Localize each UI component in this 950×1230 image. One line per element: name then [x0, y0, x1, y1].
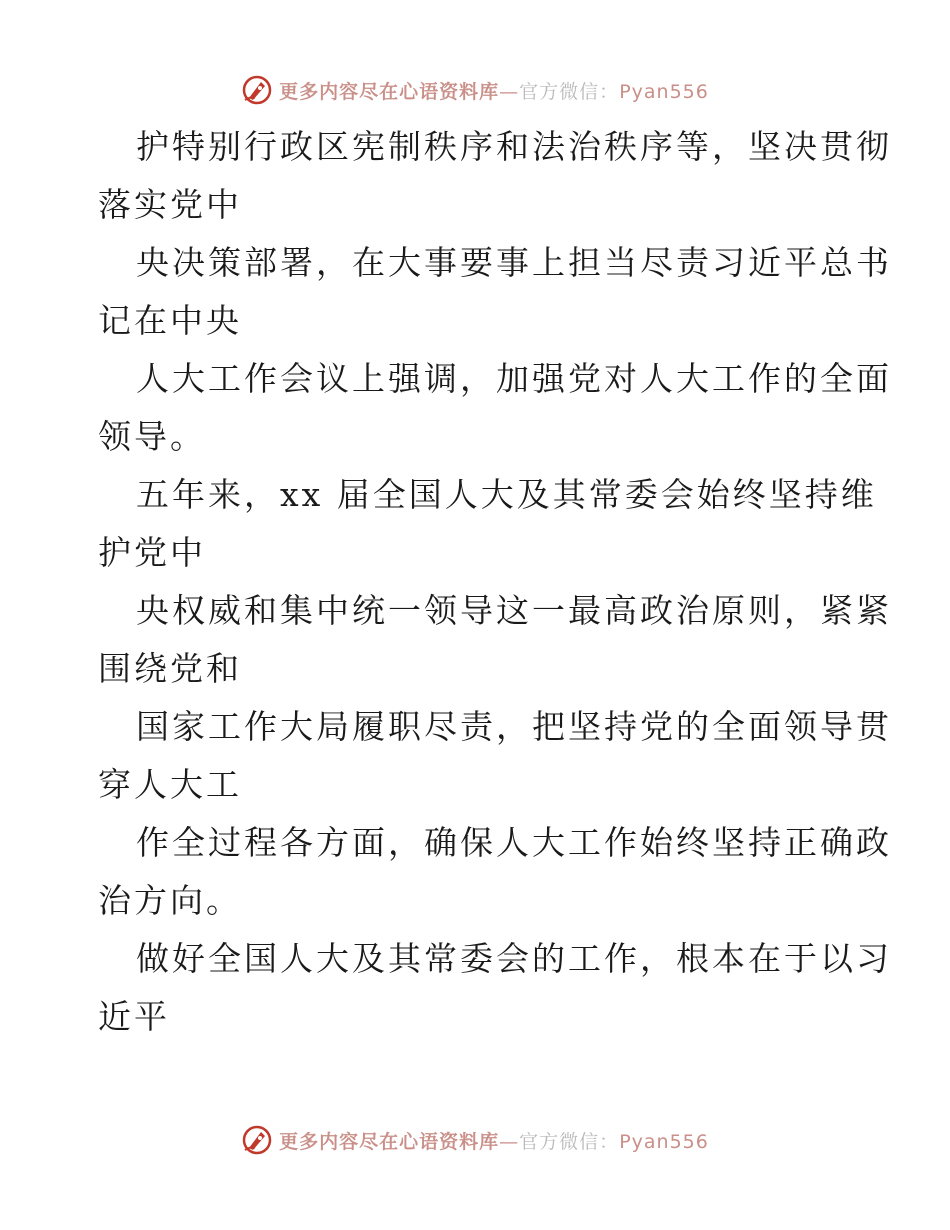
watermark-brand: 更多内容尽在心语资料库 — [279, 80, 500, 103]
footer-watermark — [0, 1120, 950, 1160]
body-line: 国家工作大局履职尽责，把坚持党的全面领导贯 — [136, 707, 892, 746]
body-line: 围绕党和 — [98, 649, 242, 688]
body-line: 领导。 — [98, 417, 206, 456]
body-line: 央权威和集中统一领导这一最高政治原则，紧紧 — [136, 591, 892, 630]
body-line: 作全过程各方面，确保人大工作始终坚持正确政 — [136, 823, 892, 862]
document-body — [98, 118, 892, 1046]
watermark-code: Pyan556 — [619, 80, 709, 103]
body-line: 做好全国人大及其常委会的工作，根本在于以习 — [136, 939, 892, 978]
watermark-brand: 更多内容尽在心语资料库 — [279, 1130, 500, 1153]
body-line: 治方向。 — [98, 881, 242, 920]
watermark-dash: — — [499, 1130, 520, 1153]
body-line: 穿人大工 — [98, 765, 242, 804]
body-line: 央决策部署，在大事要事上担当尽责习近平总书 — [136, 243, 892, 282]
body-line: 近平 — [98, 997, 170, 1036]
body-line: 护党中 — [98, 533, 206, 572]
body-line: 落实党中 — [98, 185, 242, 224]
pen-nib-logo-icon — [241, 74, 273, 106]
watermark-dash: — — [499, 80, 520, 103]
pen-nib-logo-icon — [241, 1124, 273, 1156]
watermark-label: 官方微信： — [519, 80, 620, 103]
watermark-text — [279, 77, 709, 104]
watermark-label: 官方微信： — [519, 1130, 620, 1153]
body-line: 人大工作会议上强调，加强党对人大工作的全面 — [136, 359, 892, 398]
watermark-text — [279, 1127, 709, 1154]
body-line: 记在中央 — [98, 301, 242, 340]
body-line: 护特别行政区宪制秩序和法治秩序等，坚决贯彻 — [136, 127, 892, 166]
header-watermark — [0, 70, 950, 110]
body-line: 五年来，xx 届全国人大及其常委会始终坚持维 — [136, 475, 877, 514]
watermark-code: Pyan556 — [619, 1130, 709, 1153]
